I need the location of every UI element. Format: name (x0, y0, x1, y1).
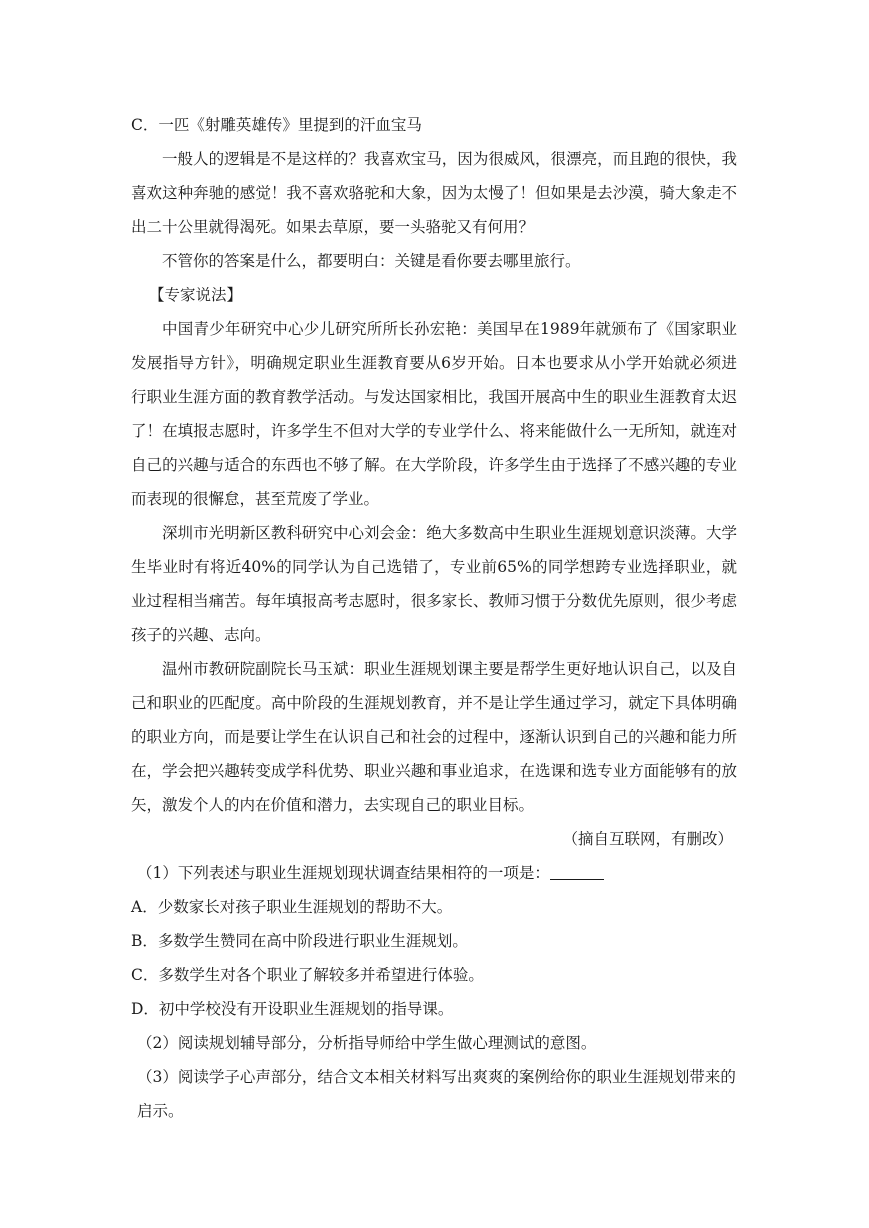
option-c: C．多数学生对各个职业了解较多并希望进行体验。 (131, 966, 484, 984)
question-1 (131, 856, 737, 890)
question-2: （2）阅读规划辅导部分，分析指导师给中学生做心理测试的意图。 (137, 1034, 597, 1052)
logic-paragraph: 一般人的逻辑是不是这样的？我喜欢宝马，因为很威风，很漂亮，而且跑的很快，我喜欢这种奔驰的感觉！我不喜欢骆驼和大象，因为太慢了！但如果是去沙漠，骑大象走不出二十公里就得渴死。如果去草原，要一头骆驼又有何用？ (131, 150, 737, 236)
option-b: B．多数学生赞同在高中阶段进行职业生涯规划。 (131, 932, 468, 950)
expert-paragraph-ma: 温州市教研院副院长马玉斌：职业生涯规划课主要是帮学生更好地认识自己，以及自己和职业的匹配度。高中阶段的生涯规划教育，并不是让学生通过学习，就定下具体明确的职业方向，而是要让学生在认识自己和社会的过程中，逐渐认识到自己的兴趣和能力所在，学会把兴趣转变成学科优势、职业兴趣和事业追求，在选课和选专业方面能够有的放矢，激发个人的内在价值和潜力，去实现自己的职业目标。 (131, 660, 737, 814)
source-note: （摘自互联网，有删改） (562, 830, 733, 848)
document-page (131, 108, 737, 1128)
expert-paragraph-sun: 中国青少年研究中心少儿研究所所长孙宏艳：美国早在1989年就颁布了《国家职业发展指导方针》，明确规定职业生涯教育要从6岁开始。日本也要求从小学开始就必须进行职业生涯方面的教育教学活动。与发达国家相比，我国开展高中生的职业生涯教育太迟了！在填报志愿时，许多学生不但对大学的专业学什么、将来能做什么一无所知，就连对自己的兴趣与适合的东西也不够了解。在大学阶段，许多学生由于选择了不感兴趣的专业而表现的很懈怠，甚至荒废了学业。 (131, 320, 737, 508)
answer-blank[interactable] (550, 861, 604, 880)
key-paragraph: 不管你的答案是什么，都要明白：关键是看你要去哪里旅行。 (162, 252, 581, 270)
option-a: A．少数家长对孩子职业生涯规划的帮助不大。 (131, 898, 453, 916)
option-c-intro: C．一匹《射雕英雄传》里提到的汗血宝马 (131, 116, 422, 134)
question-1-text: （1）下列表述与职业生涯规划现状调查结果相符的一项是： (137, 864, 550, 882)
expert-heading: 【专家说法】 (149, 286, 243, 304)
question-3: （3）阅读学子心声部分，结合文本相关材料写出爽爽的案例给你的职业生涯规划带来的启示。 (137, 1068, 736, 1120)
expert-paragraph-liu: 深圳市光明新区教科研究中心刘会金：绝大多数高中生职业生涯规划意识淡薄。大学生毕业时有将近40%的同学认为自己选错了，专业前65%的同学想跨专业选择职业，就业过程相当痛苦。每年填报高考志愿时，很多家长、教师习惯于分数优先原则，很少考虑孩子的兴趣、志向。 (131, 524, 737, 644)
option-d: D．初中学校没有开设职业生涯规划的指导课。 (131, 1000, 454, 1018)
